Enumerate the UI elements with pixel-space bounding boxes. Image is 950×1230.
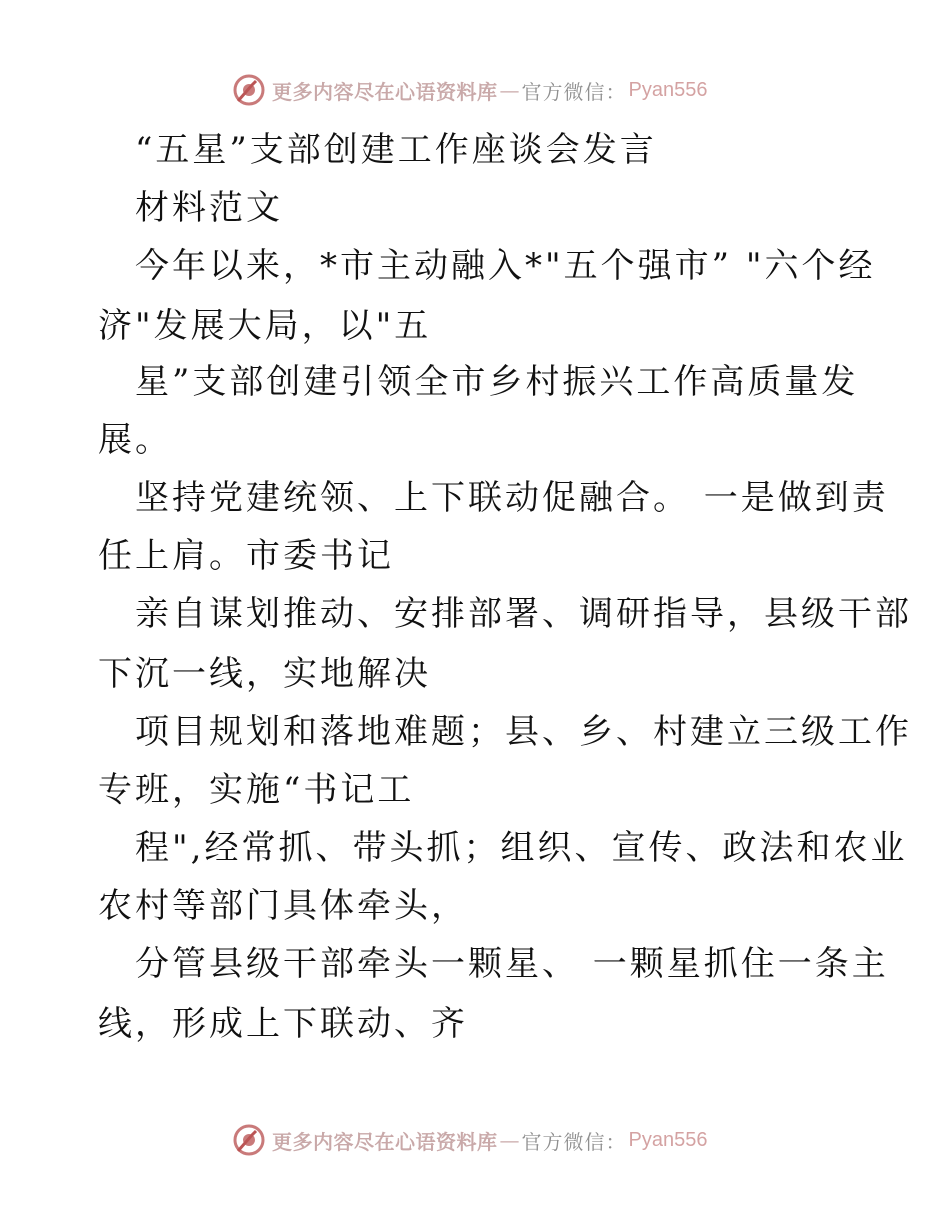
banner-text: 更多内容尽在心语资料库 <box>272 79 498 104</box>
paragraph-2-line-7: 程",经常抓、带头抓；组织、宣传、政法和农业 <box>135 828 908 868</box>
paragraph-2-line-9: 分管县级干部牵头一颗星、 一颗星抓住一条主 <box>135 944 889 984</box>
banner-label: 官方微信： <box>521 1129 627 1154</box>
paragraph-2-line-5: 项目规划和落地难题；县、乡、村建立三级工作 <box>135 712 912 752</box>
paragraph-2-line-4: 下沉一线，实地解决 <box>98 654 431 694</box>
banner-dash: — <box>499 78 520 102</box>
paragraph-2-line-3: 亲自谋划推动、安排部署、调研指导，县级干部 <box>135 594 912 634</box>
paragraph-1-line-1: 今年以来，*市主动融入*"五个强市” "六个经 <box>135 246 876 286</box>
paragraph-2-line-1: 坚持党建统领、上下联动促融合。 一是做到责 <box>135 478 889 518</box>
pen-logo-icon <box>232 1123 266 1157</box>
banner-text: 更多内容尽在心语资料库 <box>272 1129 498 1154</box>
banner-dash: — <box>499 1128 520 1152</box>
paragraph-2-line-2: 任上肩。市委书记 <box>98 536 394 576</box>
paragraph-1-line-2: 济"发展大局，以"五 <box>98 306 432 346</box>
paragraph-2-line-8: 农村等部门具体牵头， <box>98 886 468 926</box>
paragraph-1-line-4: 展。 <box>98 420 172 460</box>
banner-label: 官方微信： <box>521 79 627 104</box>
paragraph-2-line-10: 线，形成上下联动、齐 <box>98 1004 468 1044</box>
title-line-1: “五星”支部创建工作座谈会发言 <box>135 130 657 170</box>
title-line-2: 材料范文 <box>135 188 283 228</box>
footer-banner <box>232 1120 792 1160</box>
paragraph-1-line-3: 星”支部创建引领全市乡村振兴工作高质量发 <box>135 362 859 402</box>
paragraph-2-line-6: 专班，实施“书记工 <box>98 770 415 810</box>
banner-wechat-id: Pyan556 <box>628 78 708 101</box>
banner-wechat-id: Pyan556 <box>628 1128 708 1151</box>
